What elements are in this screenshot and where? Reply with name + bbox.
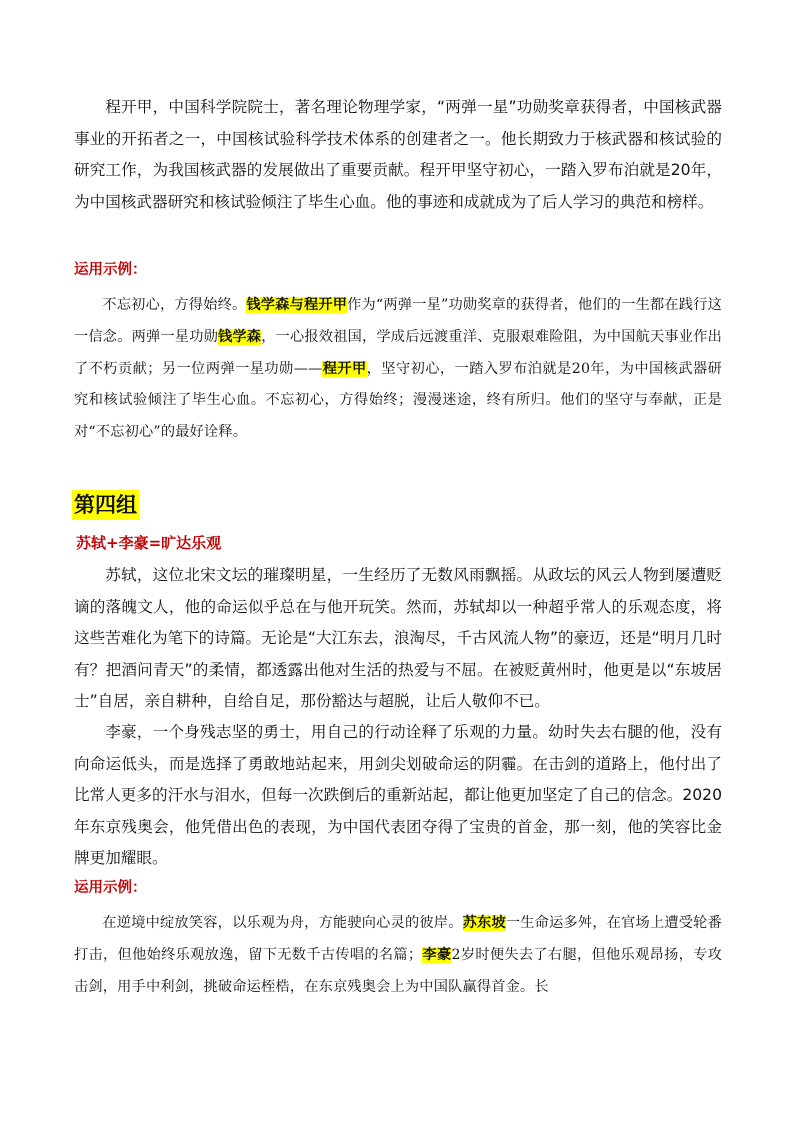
- example-paragraph-1: [74, 290, 722, 449]
- example-text: 一生命运多舛，在官场上遭受轮番打击，但他始终乐观放逸，留下无数千古传唱的名篇；: [74, 915, 722, 963]
- highlight-name: 程开甲: [322, 360, 367, 377]
- example-text: 不忘初心，方得始终。: [102, 297, 247, 313]
- example-label: 运用示例：: [74, 880, 147, 896]
- highlight-name: 李豪: [422, 946, 452, 963]
- highlight-name: 苏东坡: [462, 915, 506, 931]
- example-text: ，一心报效祖国，学成后远渡重洋、克服艰难险阻，为中国航天事业作出了不朽贡献；另一位两弹一星功勋——: [74, 328, 722, 377]
- group-heading: 第四组: [72, 490, 139, 520]
- paragraph-li-hao: 李豪，一个身残志坚的勇士，用自己的行动诠释了乐观的力量。幼时失去右腿的他，没有向命运低头，而是选择了勇敢地站起来，用剑尖划破命运的阴霾。在击剑的道路上，他付出了比常人更多的汗水与泪水，但每一次跌倒后的重新站起，都让他更加坚定了自己的信念。2020年东京残奥会，他凭借出色的表现，为中国代表团夺得了宝贵的首金，那一刻，他的笑容比金牌更加耀眼。: [74, 723, 722, 868]
- example-text: ，坚守初心，一踏入罗布泊就是20年，为中国核武器研究和核试验倾注了毕生心血。不忘初心，方得始终；漫漫迷途，终有所归。他们的坚守与奉献，正是对“不忘初心”的最好诠释。: [74, 360, 722, 441]
- paragraph-cheng-kaijia: 程开甲，中国科学院院士，著名理论物理学家，“两弹一星”功勋奖章获得者，中国核武器事业的开拓者之一，中国核试验科学技术体系的创建者之一。他长期致力于核武器和核试验的研究工作，为我国核武器的发展做出了重要贡献。程开甲坚守初心，一踏入罗布泊就是20年，为中国核武器研究和核试验倾注了毕生心血。他的事迹和成就成为了后人学习的典范和榜样。: [74, 98, 722, 211]
- highlight-name: 钱学森: [218, 328, 262, 345]
- paragraph-su-shi: 苏轼，这位北宋文坛的璀璨明星，一生经历了无数风雨飘摇。从政坛的风云人物到屡遭贬谪的落魄文人，他的命运似乎总在与他开玩笑。然而，苏轼却以一种超乎常人的乐观态度，将这些苦难化为笔下的诗篇。无论是“大江东去，浪淘尽，千古风流人物”的豪迈，还是“明月几时有？把酒问青天”的柔情，都透露出他对生活的热爱与不屈。在被贬黄州时，他更是以“东坡居士”自居，亲自耕种，自给自足，那份豁达与超脱，让后人敬仰不已。: [74, 566, 722, 711]
- example-text: 在逆境中绽放笑容，以乐观为舟，方能驶向心灵的彼岸。: [102, 915, 463, 931]
- highlight-name: 钱学森与程开甲: [246, 297, 348, 313]
- example-label: 运用示例：: [74, 262, 147, 278]
- example-text: 作为“两弹一星”功勋奖章的获得者，他们的一生都在践行这一信念。两弹一星功勋: [74, 297, 722, 345]
- group-subtitle: 苏轼+李豪=旷达乐观: [76, 534, 222, 552]
- example-paragraph-2: [74, 908, 722, 1003]
- example-text: 2岁时便失去了右腿，但他乐观昂扬，专攻击剑，用手中利剑，挑破命运桎梏，在东京残奥会上为中国队赢得首金。长: [74, 946, 723, 995]
